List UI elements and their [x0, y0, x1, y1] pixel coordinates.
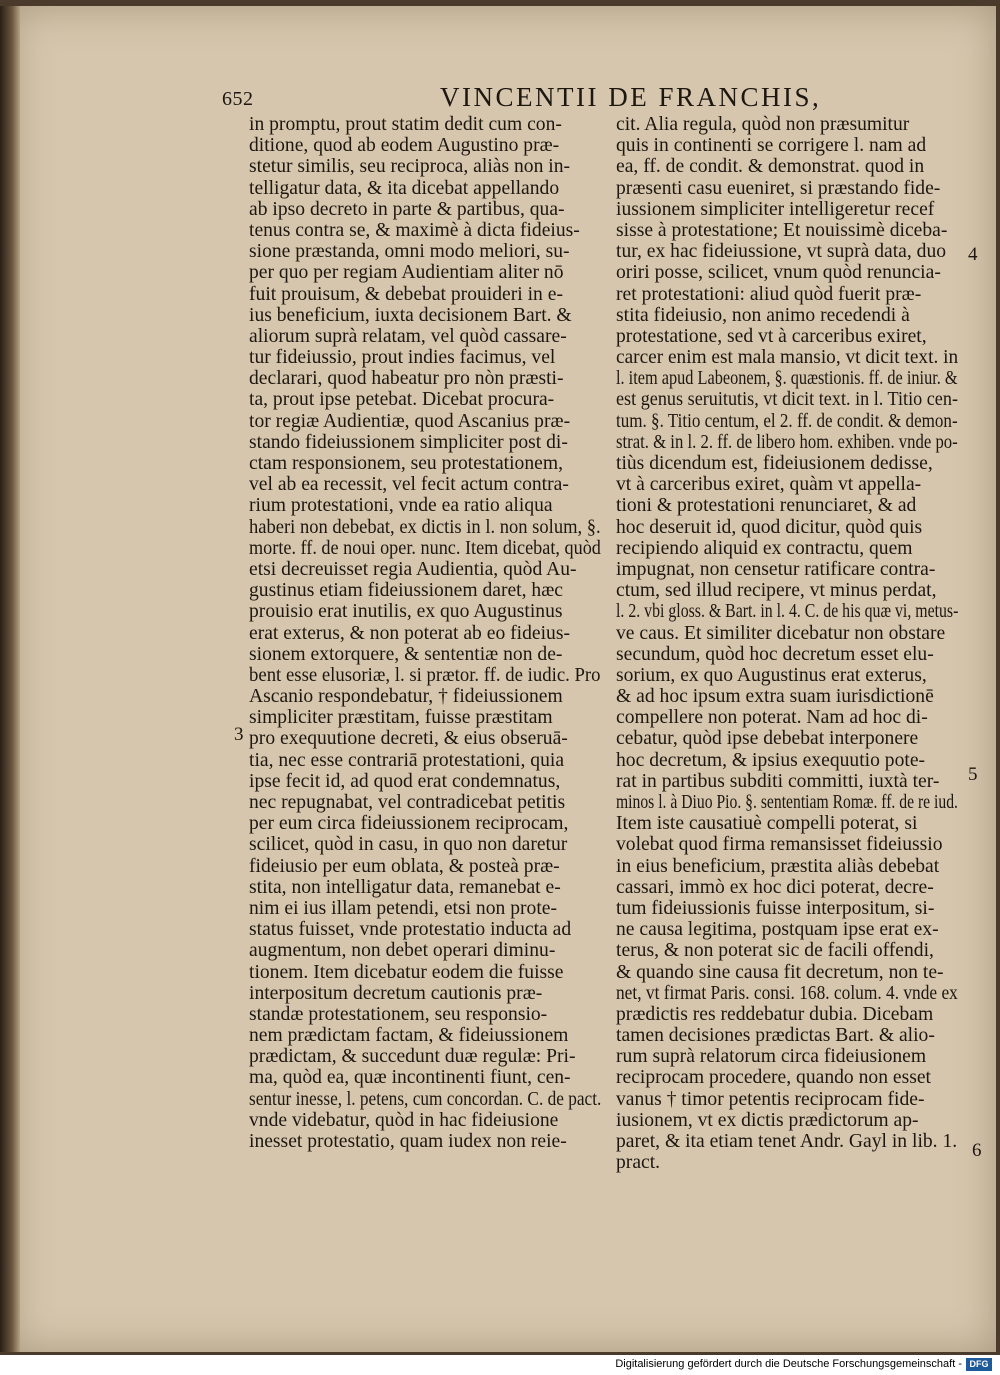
text-line: simpliciter præstitam, fuisse præstitam: [249, 707, 553, 729]
text-line: sionem extorquere, & sententiæ non de-: [249, 643, 563, 665]
text-line: nec repugnabat, vel contradicebat petitis: [249, 792, 566, 813]
text-line: bent esse elusoriæ, l. si prætor. ff. de iudic. Pro: [249, 664, 601, 686]
text-line: iussionem simpliciter intelligeretur recef: [616, 198, 935, 220]
text-line: est genus seruitutis, vt dicit text. in l. Titio cen-: [616, 389, 958, 411]
text-line: ctam responsionem, seu protestationem,: [249, 453, 563, 474]
text-line: tur fideiussio, prout indies facimus, vel: [249, 347, 556, 369]
text-line: sorium, ex quo Augustinus erat exterus,: [616, 664, 927, 686]
text-line: oriri posse, scilicet, vnum quòd renuncia-: [616, 262, 941, 284]
text-line: sione præstanda, omni modo meliori, su-: [249, 241, 570, 263]
text-line: in promptu, prout statim dedit cum con-: [249, 114, 562, 135]
text-line: tor regiæ Audientiæ, quod Ascanius præ-: [249, 410, 571, 432]
text-line: rum suprà relatorum circa fideiusionem: [616, 1046, 927, 1068]
text-line: recipiendo aliquid ex contractu, quem: [616, 537, 913, 559]
text-line: ve caus. Et similiter dicebatur non obstare: [616, 622, 946, 644]
text-line: vanus † timor petentis reciprocam fide-: [616, 1088, 925, 1110]
text-line: hoc decretum, & ipsius exequutio pote-: [616, 749, 926, 771]
text-line: scilicet, quòd in casu, in quo non daretur: [249, 834, 568, 856]
text-line: tamen decisiones prædictas Bart. & alio-: [616, 1025, 935, 1047]
book-spine: [0, 6, 20, 1352]
text-line: præsenti casu eueniret, si præstando fide-: [616, 177, 941, 199]
text-line: compellere non poterat. Nam ad hoc di-: [616, 707, 928, 729]
text-line: fuit prouisum, & debebat prouideri in e-: [249, 283, 563, 305]
text-line: minos l. à Diuo Pio. §. sententiam Romæ. ff. de re iud.: [616, 792, 958, 813]
text-line: sentur inesse, l. petens, cum concordan. C. de pact.: [249, 1088, 602, 1110]
footer-bar: [0, 1355, 1000, 1375]
marginal-number-5: 5: [968, 764, 978, 785]
text-line: tum fideiussionis fuisse interpositum, si-: [616, 897, 935, 919]
right-text-column: [616, 114, 958, 1173]
text-line: haberi non debebat, ex dictis in l. non solum, §.: [249, 516, 601, 538]
text-line: ctum, sed illud recipere, vt minus perdat,: [616, 580, 937, 602]
text-line: ius beneficium, iuxta decisionem Bart. &: [249, 304, 572, 326]
text-line: tionem. Item dicebatur eodem die fuisse: [249, 961, 564, 983]
text-line: gustinus etiam fideiussionem daret, hæc: [249, 580, 563, 602]
text-line: reciprocam procedere, quando non esset: [616, 1067, 931, 1089]
marginal-number-3: 3: [234, 724, 244, 745]
page-number: 652: [222, 88, 254, 110]
text-line: tiùs dicendum est, fideiusionem dedisse,: [616, 453, 933, 474]
text-line: quis in continenti se corrigere l. nam ad: [616, 135, 927, 157]
marginal-number-6: 6: [972, 1140, 982, 1161]
text-line: ditione, quod ab eodem Augustino præ-: [249, 135, 560, 157]
text-line: volebat quod firma remansisset fideiussio: [616, 834, 943, 856]
text-line: erat exterus, & non poterat ab eo fideius-: [249, 622, 571, 644]
text-line: cit. Alia regula, quòd non præsumitur: [616, 114, 910, 135]
text-line: & quando sine causa fit decretum, non te-: [616, 961, 944, 983]
text-line: prouisio erat inutilis, ex quo Augustinus: [249, 601, 563, 623]
text-line: per quo per regiam Audientiam aliter nō: [249, 262, 564, 284]
text-line: prædictam, & succedunt duæ regulæ: Pri-: [249, 1046, 576, 1068]
text-line: vnde videbatur, quòd in hac fideiusione: [249, 1109, 559, 1131]
text-line: inesset protestatio, quam iudex non reie-: [249, 1131, 567, 1152]
text-line: morte. ff. de noui oper. nunc. Item dicebat, quòd: [249, 537, 601, 559]
text-line: rat in partibus subditi committi, iuxtà ter-: [616, 770, 940, 792]
text-line: tioni & protestationi renunciaret, & ad: [616, 495, 917, 517]
text-line: in eius beneficium, præstita aliàs debebat: [616, 855, 940, 877]
text-line: stita fideiusio, non animo recedendi à: [616, 304, 910, 326]
text-line: Item iste causatiuè compelli poterat, si: [616, 813, 918, 835]
marginal-number-4: 4: [968, 244, 978, 265]
text-line: tia, nec esse contrariā protestationi, quia: [249, 749, 565, 771]
text-line: ab ipso decreto in parte & partibus, qua-: [249, 198, 565, 220]
text-line: strat. & in l. 2. ff. de libero hom. exhiben. vnde po-: [616, 431, 958, 453]
text-line: ta, prout ipse petebat. Dicebat procura-: [249, 389, 555, 411]
text-line: aliorum suprà relatam, vel quòd cassare-: [249, 325, 567, 347]
text-line: sisse à protestatione; Et nouissimè diceba-: [616, 219, 948, 241]
text-line: pro exequutione decreti, & eius obseruā-: [249, 728, 568, 750]
text-line: status fuisset, vnde protestatio inducta ad: [249, 919, 572, 941]
text-line: net, vt firmat Paris. consi. 168. colum. 4. vnde ex: [616, 982, 958, 1004]
text-line: hoc deseruit id, quod dicitur, quòd quis: [616, 516, 923, 538]
text-line: carcer enim est mala mansio, vt dicit text. in: [616, 347, 959, 369]
dfg-logo-icon: DFG: [966, 1358, 992, 1371]
text-line: etsi decreuisset regia Audientia, quòd Au-: [249, 558, 577, 580]
text-line: cebatur, quòd ipse debebat interponere: [616, 728, 919, 750]
text-line: standæ protestationem, seu responsio-: [249, 1003, 548, 1025]
text-line: rium protestationi, vnde ea ratio aliqua: [249, 495, 553, 517]
text-line: fideiusio per eum oblata, & posteà præ-: [249, 855, 560, 877]
text-line: terus, & non poterat sic de facili offendi,: [616, 940, 934, 962]
text-line: tenus contra se, & maximè à dicta fideius-: [249, 219, 580, 241]
text-line: iusionem, vt ex dictis prædictorum ap-: [616, 1109, 919, 1131]
text-line: telligatur data, & ita dicebat appellando: [249, 177, 560, 199]
text-line: cassari, immò ex hoc dici poterat, decre-: [616, 876, 934, 898]
text-line: prædictis res reddebatur dubia. Dicebam: [616, 1003, 934, 1025]
text-line: secundum, quòd hoc decretum esset elu-: [616, 643, 934, 665]
text-line: nim ei ius illam petendi, etsi non prote-: [249, 897, 557, 919]
text-line: ma, quòd ea, quæ incontinenti fiunt, cen-: [249, 1067, 571, 1089]
text-line: stetur similis, seu reciproca, aliàs non in-: [249, 156, 571, 178]
text-line: per eum circa fideiussionem reciprocam,: [249, 813, 569, 835]
text-line: augmentum, non debet operari diminu-: [249, 940, 556, 962]
text-line: ne causa legitima, postquam ipse erat ex-: [616, 919, 939, 941]
text-line: ipse fecit id, ad quod erat condemnatus,: [249, 770, 561, 792]
text-line: protestatione, sed vt à carceribus exiret,: [616, 325, 927, 347]
left-text-column: [249, 114, 601, 1152]
text-line: vel ab ea recessit, vel fecit actum contra-: [249, 474, 569, 496]
text-line: paret, & ita etiam tenet Andr. Gayl in lib. 1.: [616, 1131, 958, 1152]
text-line: impugnat, non censetur ratificare contra-: [616, 558, 936, 580]
text-line: tum. §. Titio centum, el 2. ff. de condit. & demon-: [616, 410, 958, 432]
text-line: nem prædictam factam, & fideiussionem: [249, 1025, 569, 1047]
text-line: vt à carceribus exiret, quàm vt appella-: [616, 474, 922, 496]
text-line: ret protestationi: aliud quòd fuerit præ-: [616, 283, 922, 305]
running-head: VINCENTII DE FRANCHIS,: [440, 82, 822, 112]
text-line: stando fideiussionem simpliciter post di-: [249, 431, 568, 453]
text-line: declarari, quod habeatur pro nòn præsti-: [249, 368, 564, 390]
text-line: l. 2. vbi gloss. & Bart. in l. 4. C. de his quæ vi, metus-: [616, 601, 959, 623]
text-line: stita, non intelligatur data, remanebat e-: [249, 876, 561, 898]
text-line: pract.: [616, 1152, 661, 1174]
text-line: ea, ff. de condit. & demonstrat. quod in: [616, 156, 925, 178]
text-line: interpositum decretum cautionis præ-: [249, 982, 543, 1004]
text-line: Ascanio respondebatur, † fideiussionem: [249, 686, 563, 708]
text-line: l. item apud Labeonem, §. quæstionis. ff. de iniur. &: [616, 368, 958, 390]
text-line: & ad hoc ipsum extra suam iurisdictionē: [616, 686, 934, 708]
text-line: tur, ex hac fideiussione, vt suprà data, duo: [616, 241, 947, 263]
funding-notice: Digitalisierung gefördert durch die Deutsche Forschungsgemeinschaft -: [615, 1358, 962, 1370]
